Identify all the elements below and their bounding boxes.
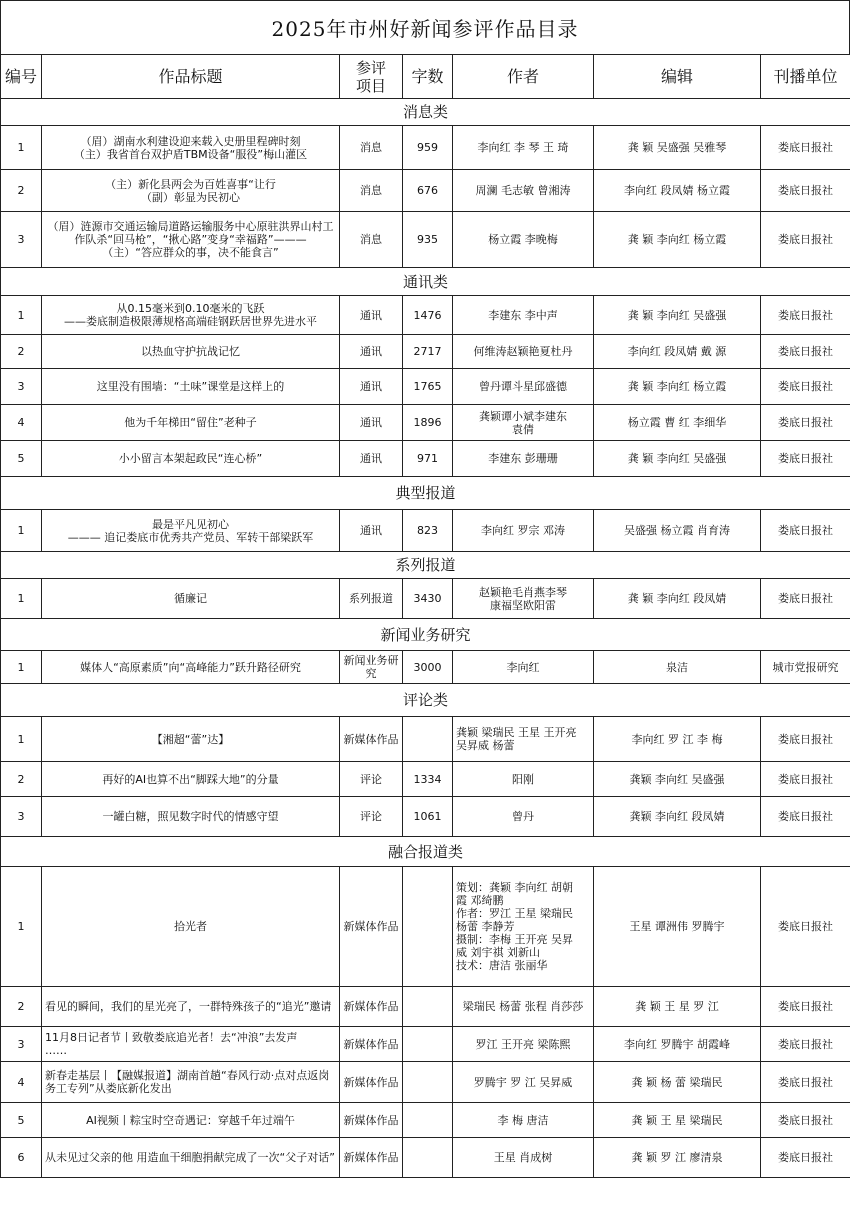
table-row — [1, 369, 850, 405]
table-row — [1, 170, 850, 212]
cell-no: 4 — [1, 1062, 42, 1103]
cell-title: 从0.15毫米到0.10毫米的飞跃 ——娄底制造极限薄规格高端硅钢跃居世界先进水平 — [42, 296, 340, 335]
cell-editor: 李向红 罗腾宇 胡霞峰 — [594, 1027, 761, 1062]
cell-title: （眉）涟源市交通运输局道路运输服务中心原驻洪界山村工作队杀“回马枪”，“揪心路”变身“幸福路”——— （主）“答应群众的事，决不能食言” — [42, 212, 340, 268]
section-title: 典型报道 — [1, 477, 850, 510]
cell-author: 李向红 — [453, 651, 594, 684]
cell-editor: 龚 颖 罗 江 廖清泉 — [594, 1138, 761, 1178]
cell-category: 新媒体作品 — [340, 1027, 403, 1062]
section-title: 消息类 — [1, 99, 850, 126]
cell-words: 1896 — [403, 405, 453, 441]
cell-unit: 娄底日报社 — [761, 867, 850, 987]
cell-words: 2717 — [403, 335, 453, 369]
cell-words: 3000 — [403, 651, 453, 684]
section-row — [1, 837, 850, 867]
cell-unit: 娄底日报社 — [761, 1027, 850, 1062]
cell-editor: 泉洁 — [594, 651, 761, 684]
cell-author: 王星 肖成树 — [453, 1138, 594, 1178]
cell-no: 2 — [1, 335, 42, 369]
cell-no: 6 — [1, 1138, 42, 1178]
table-row — [1, 441, 850, 477]
cell-no: 1 — [1, 296, 42, 335]
cell-category: 新媒体作品 — [340, 987, 403, 1027]
cell-title: 拾光者 — [42, 867, 340, 987]
section-title: 系列报道 — [1, 552, 850, 579]
cell-author: 周澜 毛志敏 曾湘涛 — [453, 170, 594, 212]
cell-words: 959 — [403, 126, 453, 170]
cell-words — [403, 1138, 453, 1178]
cell-category: 新媒体作品 — [340, 1062, 403, 1103]
cell-author: 李向红 罗宗 邓涛 — [453, 510, 594, 552]
cell-author: 策划：龚颖 李向红 胡朝 霞 邓绮鹏 作者：罗江 王星 梁瑞民 杨蕾 李静芳 摄制：李梅 王开亮 吴昇 威 刘宇祺 刘新山 技术：唐洁 张丽华 — [453, 867, 594, 987]
cell-editor: 龚 颖 李向红 吴盛强 — [594, 441, 761, 477]
table-row — [1, 867, 850, 987]
cell-title: 一罐白糖，照见数字时代的情感守望 — [42, 797, 340, 837]
cell-author: 罗腾宇 罗 江 吴昇威 — [453, 1062, 594, 1103]
cell-unit: 娄底日报社 — [761, 579, 850, 619]
cell-words: 1476 — [403, 296, 453, 335]
cell-author: 何维涛赵颖艳夏杜丹 — [453, 335, 594, 369]
cell-category: 通讯 — [340, 335, 403, 369]
cell-words — [403, 1062, 453, 1103]
cell-unit: 娄底日报社 — [761, 212, 850, 268]
table-row — [1, 717, 850, 762]
cell-category: 新闻业务研 究 — [340, 651, 403, 684]
cell-category: 评论 — [340, 762, 403, 797]
table-row — [1, 126, 850, 170]
cell-title: 媒体人“高原素质”向“高峰能力”跃升路径研究 — [42, 651, 340, 684]
table-row — [1, 212, 850, 268]
table-row — [1, 510, 850, 552]
cell-words: 1334 — [403, 762, 453, 797]
cell-unit: 娄底日报社 — [761, 1138, 850, 1178]
cell-editor: 龚 颖 王 星 罗 江 — [594, 987, 761, 1027]
cell-words — [403, 987, 453, 1027]
cell-words — [403, 717, 453, 762]
cell-author: 杨立霞 李晚梅 — [453, 212, 594, 268]
cell-author: 梁瑞民 杨蕾 张程 肖莎莎 — [453, 987, 594, 1027]
cell-words: 3430 — [403, 579, 453, 619]
cell-title: 再好的AI也算不出“脚踩大地”的分量 — [42, 762, 340, 797]
cell-author: 罗江 王开亮 梁陈熙 — [453, 1027, 594, 1062]
section-title: 新闻业务研究 — [1, 619, 850, 651]
cell-words: 935 — [403, 212, 453, 268]
table-row — [1, 987, 850, 1027]
cell-title: 从未见过父亲的他 用造血干细胞捐献完成了一次“父子对话” — [42, 1138, 340, 1178]
cell-unit: 娄底日报社 — [761, 441, 850, 477]
cell-category: 新媒体作品 — [340, 867, 403, 987]
table-row — [1, 405, 850, 441]
cell-editor: 龚 颖 王 星 梁瑞民 — [594, 1103, 761, 1138]
cell-title: AI视频丨粽宝时空奇遇记：穿越千年过端午 — [42, 1103, 340, 1138]
cell-no: 2 — [1, 987, 42, 1027]
cell-unit: 城市党报研究 — [761, 651, 850, 684]
cell-unit: 娄底日报社 — [761, 296, 850, 335]
header-category: 参评 项目 — [340, 55, 403, 99]
cell-author: 曾丹 — [453, 797, 594, 837]
cell-category: 消息 — [340, 212, 403, 268]
cell-category: 通讯 — [340, 510, 403, 552]
cell-editor: 龚 颖 李向红 段凤婧 — [594, 579, 761, 619]
table-row — [1, 762, 850, 797]
cell-category: 新媒体作品 — [340, 1138, 403, 1178]
cell-editor: 龚颖 李向红 吴盛强 — [594, 762, 761, 797]
cell-category: 通讯 — [340, 296, 403, 335]
cell-no: 1 — [1, 510, 42, 552]
cell-title: 以热血守护抗战记忆 — [42, 335, 340, 369]
table-row — [1, 651, 850, 684]
cell-no: 5 — [1, 441, 42, 477]
cell-words: 823 — [403, 510, 453, 552]
header-words: 字数 — [403, 55, 453, 99]
cell-editor: 龚颖 李向红 段凤婧 — [594, 797, 761, 837]
header-author: 作者 — [453, 55, 594, 99]
cell-title: 这里没有围墙：“土味”课堂是这样上的 — [42, 369, 340, 405]
cell-words — [403, 1103, 453, 1138]
section-row — [1, 268, 850, 296]
cell-words: 1061 — [403, 797, 453, 837]
cell-title: （眉）湖南水利建设迎来载入史册里程碑时刻 （主）我省首台双护盾TBM设备“服役”梅山灌区 — [42, 126, 340, 170]
table-row — [1, 579, 850, 619]
cell-unit: 娄底日报社 — [761, 510, 850, 552]
header-no: 编号 — [1, 55, 42, 99]
cell-words — [403, 867, 453, 987]
document-title: 2025年市州好新闻参评作品目录 — [0, 0, 850, 54]
cell-category: 消息 — [340, 126, 403, 170]
table-row — [1, 1062, 850, 1103]
cell-title: 他为千年梯田“留住”老种子 — [42, 405, 340, 441]
cell-title: 小小留言本架起政民“连心桥” — [42, 441, 340, 477]
cell-editor: 龚 颖 杨 蕾 梁瑞民 — [594, 1062, 761, 1103]
cell-editor: 龚 颖 李向红 杨立霞 — [594, 369, 761, 405]
cell-author: 赵颖艳毛肖燕李琴 康福坚欧阳雷 — [453, 579, 594, 619]
cell-words: 1765 — [403, 369, 453, 405]
cell-category: 通讯 — [340, 369, 403, 405]
cell-unit: 娄底日报社 — [761, 126, 850, 170]
section-row — [1, 684, 850, 717]
cell-unit: 娄底日报社 — [761, 987, 850, 1027]
cell-words: 676 — [403, 170, 453, 212]
section-row — [1, 477, 850, 510]
cell-author: 曾丹谭斗星邱盛德 — [453, 369, 594, 405]
cell-category: 通讯 — [340, 405, 403, 441]
cell-editor: 龚 颖 李向红 吴盛强 — [594, 296, 761, 335]
cell-unit: 娄底日报社 — [761, 717, 850, 762]
cell-unit: 娄底日报社 — [761, 1062, 850, 1103]
cell-words: 971 — [403, 441, 453, 477]
cell-no: 1 — [1, 717, 42, 762]
header-editor: 编辑 — [594, 55, 761, 99]
cell-editor: 李向红 段凤婧 杨立霞 — [594, 170, 761, 212]
header-row — [1, 55, 850, 99]
header-title: 作品标题 — [42, 55, 340, 99]
cell-category: 通讯 — [340, 441, 403, 477]
cell-category: 新媒体作品 — [340, 1103, 403, 1138]
cell-title: 11月8日记者节丨致敬娄底追光者！去“冲浪”去发声 …… — [42, 1027, 340, 1062]
cell-editor: 王星 谭洲伟 罗腾宇 — [594, 867, 761, 987]
cell-no: 3 — [1, 369, 42, 405]
table-row — [1, 1138, 850, 1178]
cell-author: 龚颖 梁瑞民 王星 王开亮 吴昇威 杨蕾 — [453, 717, 594, 762]
cell-title: 新春走基层丨【融媒报道】湖南首趟“春风行动·点对点返岗务工专列”从娄底新化发出 — [42, 1062, 340, 1103]
cell-category: 新媒体作品 — [340, 717, 403, 762]
cell-editor: 李向红 段凤婧 戴 源 — [594, 335, 761, 369]
cell-author: 龚颖谭小斌李建东 袁倩 — [453, 405, 594, 441]
cell-no: 1 — [1, 867, 42, 987]
cell-title: 看见的瞬间，我们的星光亮了，一群特殊孩子的“追光”邀请 — [42, 987, 340, 1027]
cell-editor: 龚 颖 李向红 杨立霞 — [594, 212, 761, 268]
cell-author: 李建东 彭珊珊 — [453, 441, 594, 477]
works-catalog-table — [0, 54, 850, 1178]
cell-no: 2 — [1, 762, 42, 797]
section-title: 评论类 — [1, 684, 850, 717]
cell-no: 3 — [1, 1027, 42, 1062]
cell-no: 1 — [1, 579, 42, 619]
section-title: 通讯类 — [1, 268, 850, 296]
cell-author: 李 梅 唐洁 — [453, 1103, 594, 1138]
section-row — [1, 552, 850, 579]
cell-editor: 龚 颖 吴盛强 吴雅琴 — [594, 126, 761, 170]
cell-editor: 吴盛强 杨立霞 肖育涛 — [594, 510, 761, 552]
cell-author: 李向红 李 琴 王 琦 — [453, 126, 594, 170]
section-title: 融合报道类 — [1, 837, 850, 867]
cell-words — [403, 1027, 453, 1062]
cell-category: 评论 — [340, 797, 403, 837]
cell-author: 阳刚 — [453, 762, 594, 797]
cell-title: （主）新化县两会为百姓喜事“让行 （副）彰显为民初心 — [42, 170, 340, 212]
cell-unit: 娄底日报社 — [761, 335, 850, 369]
cell-author: 李建东 李中声 — [453, 296, 594, 335]
cell-unit: 娄底日报社 — [761, 797, 850, 837]
table-row — [1, 335, 850, 369]
cell-editor: 李向红 罗 江 李 梅 — [594, 717, 761, 762]
cell-unit: 娄底日报社 — [761, 405, 850, 441]
cell-title: 【湘超“蕾”达】 — [42, 717, 340, 762]
table-row — [1, 797, 850, 837]
cell-no: 3 — [1, 797, 42, 837]
cell-no: 5 — [1, 1103, 42, 1138]
cell-category: 消息 — [340, 170, 403, 212]
cell-unit: 娄底日报社 — [761, 762, 850, 797]
cell-no: 1 — [1, 126, 42, 170]
cell-no: 2 — [1, 170, 42, 212]
cell-category: 系列报道 — [340, 579, 403, 619]
cell-unit: 娄底日报社 — [761, 170, 850, 212]
table-row — [1, 1027, 850, 1062]
cell-editor: 杨立霞 曹 红 李细华 — [594, 405, 761, 441]
table-row — [1, 296, 850, 335]
cell-no: 3 — [1, 212, 42, 268]
table-row — [1, 1103, 850, 1138]
cell-unit: 娄底日报社 — [761, 369, 850, 405]
cell-no: 1 — [1, 651, 42, 684]
header-unit: 刊播单位 — [761, 55, 850, 99]
cell-title: 循廉记 — [42, 579, 340, 619]
cell-title: 最是平凡见初心 ——— 追记娄底市优秀共产党员、军转干部梁跃军 — [42, 510, 340, 552]
cell-unit: 娄底日报社 — [761, 1103, 850, 1138]
section-row — [1, 619, 850, 651]
cell-no: 4 — [1, 405, 42, 441]
section-row — [1, 99, 850, 126]
